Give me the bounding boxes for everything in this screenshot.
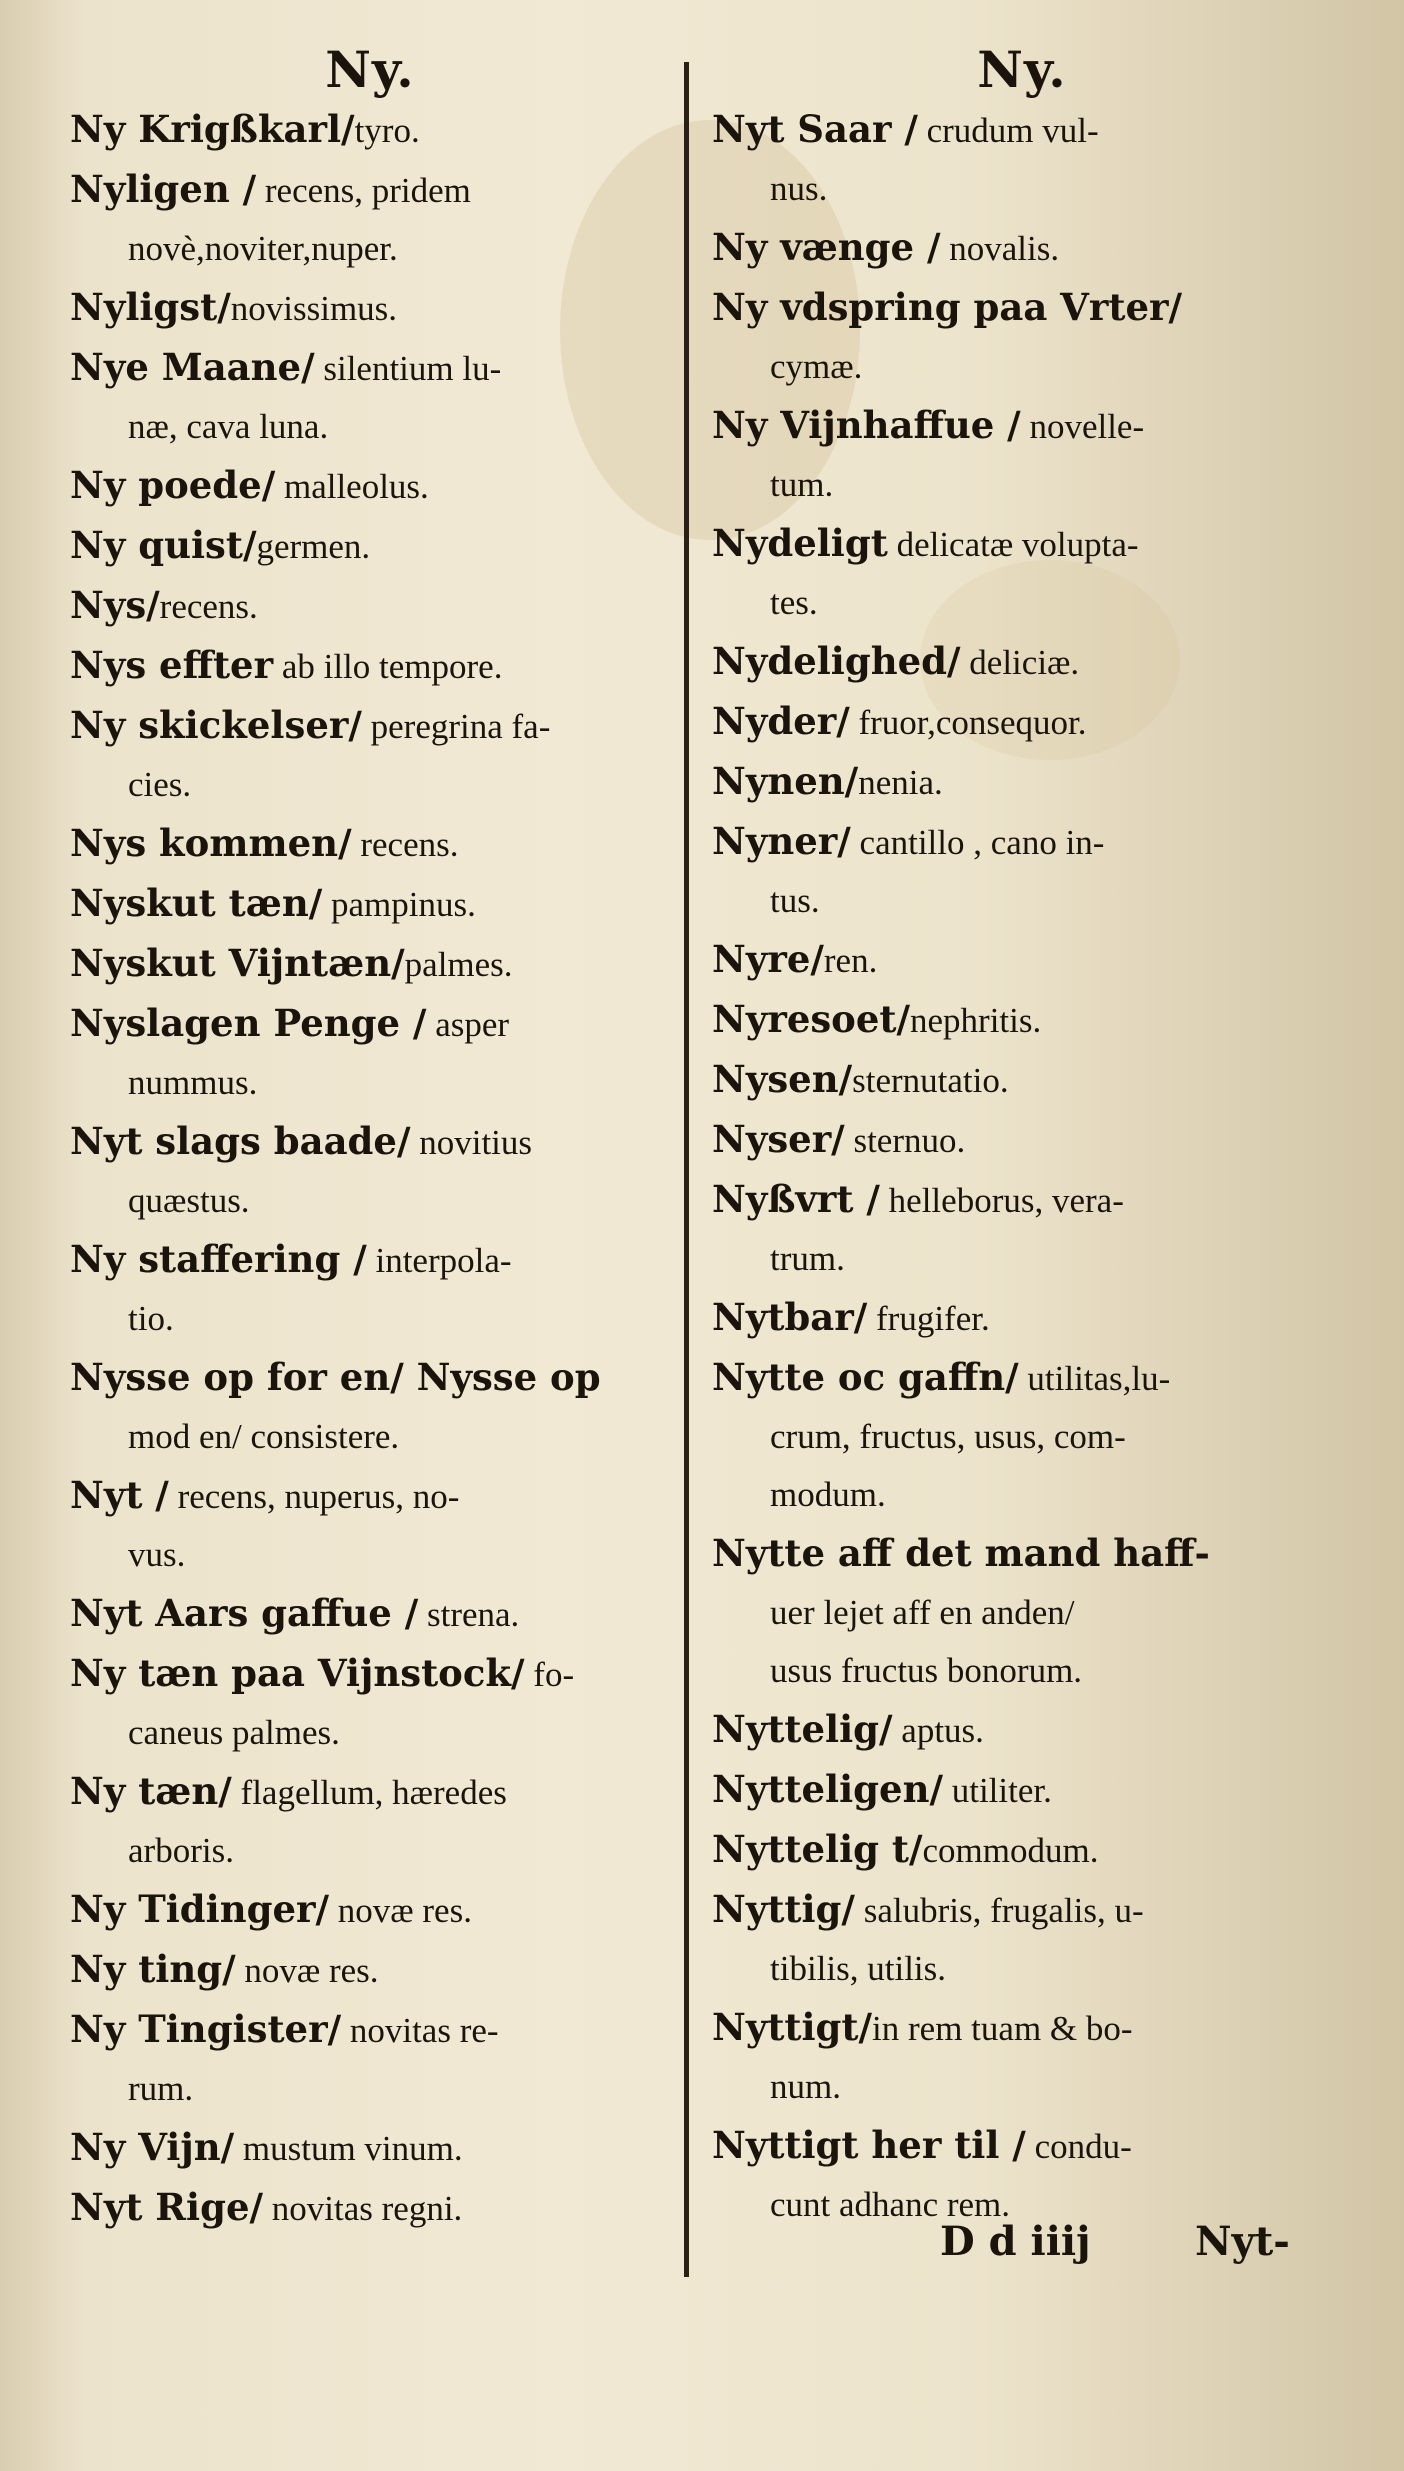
dictionary-entry: [712, 1050, 1332, 1110]
entry-first-line: [712, 2116, 1332, 2176]
latin-gloss: flagellum, hæredes: [231, 1773, 507, 1812]
dictionary-entry: [712, 692, 1332, 752]
dictionary-entry: [712, 1642, 1332, 1700]
headword: Nyßvrt /: [712, 1177, 880, 1221]
dictionary-entry: [712, 930, 1332, 990]
dictionary-entry: [70, 1348, 670, 1466]
entry-continuation: crum, fructus, usus, com-: [770, 1417, 1126, 1456]
entry-first-line: [712, 812, 1332, 872]
dictionary-entry: [70, 636, 670, 696]
entry-first-line: [70, 576, 670, 636]
dictionary-entry: [712, 1348, 1332, 1466]
headword: Nyt Saar /: [712, 107, 918, 151]
latin-gloss: commodum.: [922, 1831, 1099, 1870]
dictionary-entry: [712, 1466, 1332, 1524]
entry-first-line: [712, 514, 1332, 574]
latin-gloss: mustum vinum.: [234, 2129, 463, 2168]
headword: Nyt Rige/: [70, 2185, 264, 2229]
entry-continuation: mod en/ consistere.: [128, 1417, 400, 1456]
entry-first-line: [70, 516, 670, 576]
latin-gloss: recens.: [159, 587, 258, 626]
headword: Nysse op for en/ Nysse op: [70, 1355, 601, 1399]
latin-gloss: fruor,consequor.: [849, 703, 1087, 742]
entry-first-line: [712, 396, 1332, 456]
dictionary-entry: [70, 994, 670, 1112]
headword: Ny Tingister/: [70, 2007, 342, 2051]
latin-gloss: nephritis.: [910, 1001, 1042, 1040]
dictionary-entry: [70, 2118, 670, 2178]
headword: Nytte aff det mand haff-: [712, 1531, 1210, 1575]
dictionary-entry: [70, 2178, 670, 2238]
headword: Nyresoet/: [712, 997, 911, 1041]
headword: Ny vdspring paa Vrter/: [712, 285, 1183, 329]
entry-first-line: [70, 1466, 670, 1526]
entry-continuation: tus.: [770, 881, 820, 920]
dictionary-entry: [70, 160, 670, 278]
dictionary-entry: [70, 1466, 670, 1584]
entry-continuation: uer lejet aff en anden/: [770, 1593, 1075, 1632]
entry-first-line: [70, 100, 670, 160]
entry-continuation: novè,noviter,nuper.: [128, 229, 398, 268]
headword: Ny skickelser/: [70, 703, 362, 747]
entry-first-line: [712, 752, 1332, 812]
entry-first-line: [70, 160, 670, 220]
entry-continuation: nummus.: [128, 1063, 258, 1102]
entry-first-line: [70, 2000, 670, 2060]
dictionary-entry: [70, 874, 670, 934]
entry-first-line: [712, 930, 1332, 990]
dictionary-entry: [712, 1288, 1332, 1348]
dictionary-entry: [70, 1762, 670, 1880]
entry-continuation: tes.: [770, 583, 818, 622]
latin-gloss: tyro.: [354, 111, 420, 150]
left-running-head: Ny.: [325, 40, 415, 99]
left-column: [70, 40, 670, 2238]
entry-first-line: [712, 1288, 1332, 1348]
entry-continuation: tibilis, utilis.: [770, 1949, 947, 1988]
entry-first-line: [70, 2118, 670, 2178]
entry-first-line: [70, 1880, 670, 1940]
entry-first-line: [712, 278, 1332, 338]
dictionary-entry: [70, 338, 670, 456]
dictionary-entry: [70, 2000, 670, 2118]
entry-continuation: caneus palmes.: [128, 1713, 340, 1752]
entry-continuation: cymæ.: [770, 347, 863, 386]
latin-gloss: crudum vul-: [917, 111, 1099, 150]
dictionary-entry: [712, 1170, 1332, 1288]
latin-gloss: recens.: [351, 825, 459, 864]
latin-gloss: novalis.: [940, 229, 1060, 268]
entry-continuation: cies.: [128, 765, 192, 804]
entry-continuation: trum.: [770, 1239, 845, 1278]
latin-gloss: asper: [426, 1005, 510, 1044]
headword: Nyttig/: [712, 1887, 855, 1931]
latin-gloss: pampinus.: [322, 885, 476, 924]
headword: Nys effter: [70, 643, 274, 687]
latin-gloss: in rem tuam & bo-: [872, 2009, 1133, 2048]
latin-gloss: novissimus.: [230, 289, 398, 328]
entry-first-line: [712, 1348, 1332, 1408]
latin-gloss: helleborus, vera-: [879, 1181, 1124, 1220]
column-divider: [684, 62, 689, 2277]
latin-gloss: salubris, frugalis, u-: [854, 1891, 1144, 1930]
entry-first-line: [70, 456, 670, 516]
dictionary-entry: [712, 1110, 1332, 1170]
latin-gloss: delicatæ volupta-: [887, 525, 1139, 564]
entry-continuation: vus.: [128, 1535, 186, 1574]
entry-continuation: cunt adhanc rem.: [770, 2185, 1011, 2224]
entry-first-line: [712, 632, 1332, 692]
headword: Ny quist/: [70, 523, 257, 567]
entry-first-line: [712, 1524, 1332, 1584]
latin-gloss: sternuo.: [844, 1121, 966, 1160]
headword: Nyskut tæn/: [70, 881, 323, 925]
latin-gloss: palmes.: [404, 945, 513, 984]
entry-continuation: næ, cava luna.: [128, 407, 329, 446]
dictionary-entry: [712, 396, 1332, 514]
headword: Nyder/: [712, 699, 850, 743]
entry-first-line: [712, 1880, 1332, 1940]
entry-first-line: [70, 1348, 670, 1408]
dictionary-entry: [712, 1820, 1332, 1880]
entry-first-line: [712, 1998, 1332, 2058]
headword: Ny Vijn/: [70, 2125, 235, 2169]
dictionary-entry: [70, 696, 670, 814]
dictionary-entry: [712, 100, 1332, 218]
dictionary-entry: [70, 456, 670, 516]
latin-gloss: utiliter.: [942, 1771, 1052, 1810]
headword: Nyner/: [712, 819, 851, 863]
dictionary-entry: [712, 1760, 1332, 1820]
latin-gloss: cantillo , cano in-: [850, 823, 1105, 862]
entry-first-line: [712, 990, 1332, 1050]
latin-gloss: silentium lu-: [314, 349, 502, 388]
headword: Nyttelig/: [712, 1707, 893, 1751]
dictionary-entry: [70, 934, 670, 994]
latin-gloss: novæ res.: [329, 1891, 472, 1930]
dictionary-entry: [70, 1112, 670, 1230]
dictionary-entry: [712, 218, 1332, 278]
entry-first-line: [70, 636, 670, 696]
headword: Nytteligen/: [712, 1767, 943, 1811]
entry-first-line: [712, 692, 1332, 752]
headword: Ny tæn paa Vijnstock/: [70, 1651, 525, 1695]
entry-first-line: [70, 1112, 670, 1172]
headword: Nyt /: [70, 1473, 169, 1517]
latin-gloss: novitius: [410, 1123, 533, 1162]
latin-gloss: sternutatio.: [852, 1061, 1009, 1100]
headword: Nytte oc gaffn/: [712, 1355, 1019, 1399]
latin-gloss: novelle-: [1020, 407, 1145, 446]
entry-continuation: usus fructus bonorum.: [770, 1651, 1083, 1690]
entry-continuation: num.: [770, 2067, 841, 2106]
latin-gloss: novitas regni.: [263, 2189, 463, 2228]
latin-gloss: interpola-: [366, 1241, 512, 1280]
latin-gloss: ren.: [823, 941, 878, 980]
entry-continuation: nus.: [770, 169, 828, 208]
headword: Nyt Aars gaffue /: [70, 1591, 419, 1635]
dictionary-entry: [712, 752, 1332, 812]
dictionary-entry: [712, 514, 1332, 632]
dictionary-entry: [712, 278, 1332, 396]
entry-first-line: [70, 338, 670, 398]
latin-gloss: novæ res.: [235, 1951, 379, 1990]
latin-gloss: germen.: [256, 527, 371, 566]
entry-continuation: arboris.: [128, 1831, 234, 1870]
headword: Nyttigt/: [712, 2005, 873, 2049]
headword: Nys kommen/: [70, 821, 352, 865]
headword: Nyslagen Penge /: [70, 1001, 427, 1045]
headword: Nye Maane/: [70, 345, 315, 389]
latin-gloss: novitas re-: [341, 2011, 499, 2050]
right-entry-list: [712, 100, 1332, 2234]
entry-first-line: [712, 1820, 1332, 1880]
latin-gloss: ab illo tempore.: [273, 647, 503, 686]
entry-first-line: [70, 994, 670, 1054]
entry-first-line: [70, 1644, 670, 1704]
headword: Nyre/: [712, 937, 824, 981]
headword: Nytbar/: [712, 1295, 868, 1339]
catchword: Nyt-: [1195, 2218, 1290, 2265]
latin-gloss: frugifer.: [867, 1299, 990, 1338]
latin-gloss: fo-: [524, 1655, 575, 1694]
latin-gloss: condu-: [1025, 2127, 1132, 2166]
headword: Ny vænge /: [712, 225, 941, 269]
latin-gloss: peregrina fa-: [361, 707, 551, 746]
entry-first-line: [70, 2178, 670, 2238]
right-column: [712, 40, 1332, 2234]
dictionary-entry: [70, 814, 670, 874]
dictionary-entry: [712, 990, 1332, 1050]
headword: Nydeligt: [712, 521, 888, 565]
entry-continuation: rum.: [128, 2069, 194, 2108]
latin-gloss: nenia.: [858, 763, 943, 802]
dictionary-entry: [70, 1940, 670, 2000]
dictionary-entry: [70, 576, 670, 636]
entry-first-line: [70, 934, 670, 994]
entry-first-line: [70, 278, 670, 338]
dictionary-entry: [712, 1998, 1332, 2116]
dictionary-entry: [70, 516, 670, 576]
entry-first-line: [712, 1700, 1332, 1760]
headword: Ny staffering /: [70, 1237, 367, 1281]
headword: Nyt slags baade/: [70, 1119, 411, 1163]
headword: Nys/: [70, 583, 160, 627]
entry-continuation: tio.: [128, 1299, 174, 1338]
latin-gloss: deliciæ.: [960, 643, 1080, 682]
entry-first-line: [712, 1110, 1332, 1170]
dictionary-entry: [70, 278, 670, 338]
headword: Nyligst/: [70, 285, 231, 329]
entry-first-line: [712, 1760, 1332, 1820]
headword: Nyttigt her til /: [712, 2123, 1026, 2167]
entry-continuation: modum.: [770, 1475, 886, 1514]
entry-first-line: [712, 1170, 1332, 1230]
dictionary-entry: [712, 1700, 1332, 1760]
headword: Ny ting/: [70, 1947, 236, 1991]
entry-first-line: [70, 1584, 670, 1644]
headword: Nynen/: [712, 759, 859, 803]
dictionary-entry: [712, 1524, 1332, 1642]
latin-gloss: recens, pridem: [256, 171, 471, 210]
headword: Nydelighed/: [712, 639, 961, 683]
latin-gloss: utilitas,lu-: [1018, 1359, 1171, 1398]
latin-gloss: recens, nuperus, no-: [168, 1477, 460, 1516]
headword: Nyligen /: [70, 167, 257, 211]
latin-gloss: malleolus.: [275, 467, 429, 506]
latin-gloss: aptus.: [892, 1711, 984, 1750]
entry-first-line: [70, 874, 670, 934]
latin-gloss: strena.: [418, 1595, 520, 1634]
right-running-head: Ny.: [977, 40, 1067, 99]
dictionary-entry: [712, 2116, 1332, 2234]
headword: Ny Vijnhaffue /: [712, 403, 1021, 447]
headword: Nyttelig t/: [712, 1827, 923, 1871]
headword: Nysen/: [712, 1057, 853, 1101]
entry-first-line: [712, 100, 1332, 160]
headword: Nyser/: [712, 1117, 845, 1161]
dictionary-entry: [712, 812, 1332, 930]
dictionary-entry: [712, 1880, 1332, 1998]
entry-first-line: [70, 1940, 670, 2000]
dictionary-entry: [712, 632, 1332, 692]
entry-first-line: [70, 1230, 670, 1290]
entry-first-line: [712, 218, 1332, 278]
headword: Ny Krigßkarl/: [70, 107, 355, 151]
entry-first-line: [70, 814, 670, 874]
signature-mark: D d iiij: [940, 2218, 1091, 2265]
dictionary-entry: [70, 100, 670, 160]
headword: Ny poede/: [70, 463, 276, 507]
headword: Nyskut Vijntæn/: [70, 941, 405, 985]
entry-first-line: [712, 1050, 1332, 1110]
headword: Ny Tidinger/: [70, 1887, 330, 1931]
headword: Ny tæn/: [70, 1769, 232, 1813]
entry-first-line: [70, 1762, 670, 1822]
dictionary-entry: [70, 1584, 670, 1644]
entry-first-line: [70, 696, 670, 756]
dictionary-entry: [70, 1880, 670, 1940]
entry-continuation: quæstus.: [128, 1181, 250, 1220]
left-entry-list: [70, 100, 670, 2238]
dictionary-entry: [70, 1644, 670, 1762]
entry-continuation: tum.: [770, 465, 834, 504]
dictionary-entry: [70, 1230, 670, 1348]
